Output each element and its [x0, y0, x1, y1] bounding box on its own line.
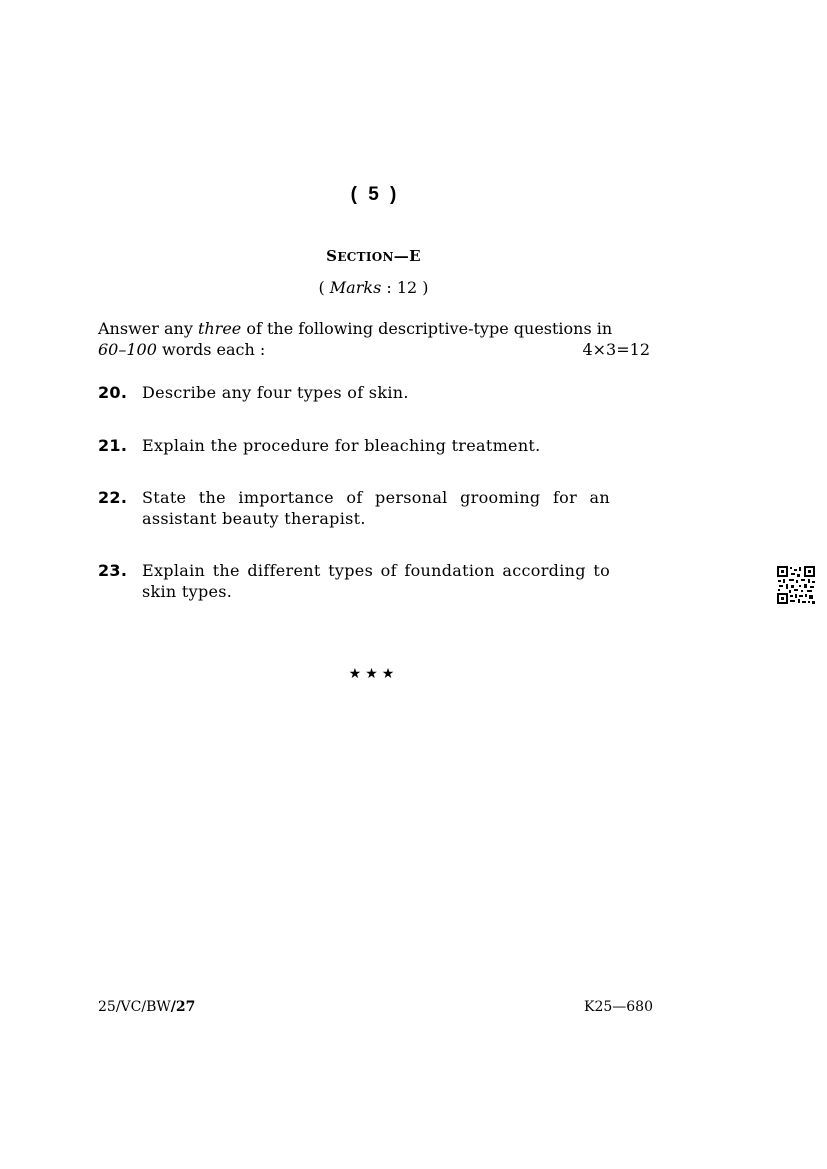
footer-paper-code: K25—680 — [584, 999, 653, 1015]
section-title-initial: S — [326, 247, 338, 265]
section-title-smallcaps: ECTION — [337, 250, 394, 264]
end-marker: ★★★ — [348, 666, 399, 682]
footer-code-suffix: /27 — [170, 999, 196, 1015]
section-marks — [0, 278, 747, 297]
instructions-text-a: Answer any — [98, 319, 198, 338]
marks-formula: 4×3=12 — [582, 340, 650, 359]
question-20 — [98, 382, 610, 403]
footer-code — [98, 999, 195, 1015]
instructions-line-1 — [98, 318, 650, 339]
marks-label: Marks — [329, 278, 382, 297]
question-22 — [98, 487, 610, 529]
footer-code-prefix: 25/VC/BW — [98, 999, 171, 1015]
question-text: Explain the different types of foundation according to skin types. — [142, 561, 610, 601]
question-23 — [98, 560, 610, 602]
qr-code-icon — [777, 566, 815, 604]
section-title-suffix: —E — [393, 247, 421, 265]
question-21 — [98, 435, 610, 456]
question-number: 22. — [98, 488, 128, 507]
word-range: 60–100 — [98, 340, 157, 359]
instructions — [98, 318, 650, 360]
marks-value: : 12 ) — [381, 278, 429, 297]
page-number: ( 5 ) — [350, 184, 397, 205]
instructions-text-c: words each : — [156, 340, 266, 359]
question-number: 21. — [98, 436, 128, 455]
question-number: 20. — [98, 383, 128, 402]
question-text: State the importance of personal grooming for an assistant beauty therapist. — [142, 488, 610, 528]
question-number: 23. — [98, 561, 128, 580]
instructions-line-2 — [98, 339, 650, 360]
question-text: Explain the procedure for bleaching treatment. — [142, 436, 541, 455]
marks-open: ( — [318, 278, 330, 297]
instructions-text-b: of the following descriptive-type questions in — [241, 319, 613, 338]
instructions-word-range — [98, 339, 265, 360]
question-text: Describe any four types of skin. — [142, 383, 409, 402]
section-title — [0, 247, 747, 265]
instructions-emphasis: three — [197, 319, 242, 338]
